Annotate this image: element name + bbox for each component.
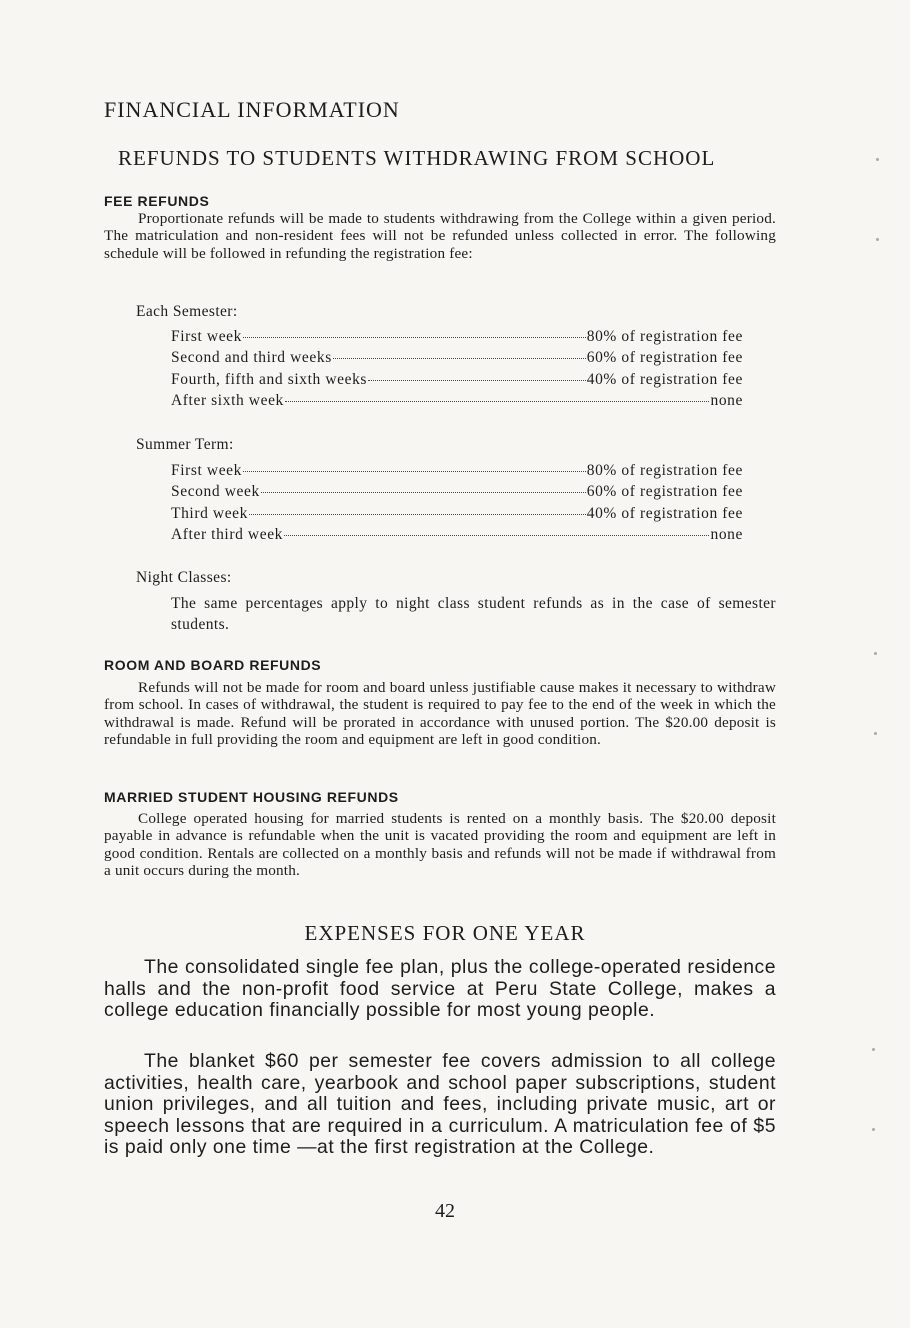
room-board-heading: ROOM AND BOARD REFUNDS — [104, 657, 322, 673]
schedule-refund: 40% of registration fee — [586, 370, 743, 388]
semester-schedule — [171, 328, 743, 413]
schedule-refund: 40% of registration fee — [586, 504, 743, 522]
schedule-row — [171, 462, 743, 483]
schedule-period: Third week — [171, 504, 249, 522]
married-housing-text: College operated housing for married students is rented on a monthly basis. The $20.00 deposit payable in advance is refundable when the unit is vacated providing the room and equipment are left in good condition. Rentals are collected on a monthly basis and refunds will not be made if withdrawal from a unit occurs during the month. — [104, 810, 776, 879]
semester-label: Each Semester: — [136, 303, 238, 320]
expenses-paragraph-2: The blanket $60 per semester fee covers admission to all college activities, health care, yearbook and school paper subscriptions, student union privileges, and all tuition and fees, including private music, art or speech lessons that are required in a curriculum. A matriculation fee of $5 is paid only one time —at the first registration at the College. — [104, 1050, 776, 1158]
page-number: 42 — [435, 1200, 455, 1222]
room-board-text: Refunds will not be made for room and board unless justifiable cause makes it necessary to withdraw from school. In cases of withdrawal, the student is required to pay fee to the end of the week in which the withdrawal is made. Refund will be prorated in accordance with unused portion. The $20.00 deposit is refundable in full providing the room and equipment are left in good condition. — [104, 679, 776, 748]
schedule-refund: 80% of registration fee — [586, 328, 743, 345]
scan-speck — [874, 652, 877, 655]
dot-leader — [285, 401, 710, 402]
schedule-refund: 80% of registration fee — [586, 462, 743, 479]
dot-leader — [249, 514, 586, 515]
dot-leader — [368, 380, 586, 381]
schedule-refund: none — [710, 525, 743, 543]
schedule-period: First week — [171, 328, 243, 345]
scan-speck — [872, 1128, 875, 1131]
dot-leader — [243, 337, 586, 338]
dot-leader — [333, 358, 586, 359]
scan-speck — [876, 158, 879, 161]
night-label: Night Classes: — [136, 569, 232, 586]
married-housing-heading: MARRIED STUDENT HOUSING REFUNDS — [104, 789, 399, 805]
schedule-period: After sixth week — [171, 391, 284, 409]
schedule-row — [171, 328, 743, 349]
schedule-refund: 60% of registration fee — [586, 349, 743, 367]
schedule-row — [171, 505, 743, 526]
refunds-title: REFUNDS TO STUDENTS WITHDRAWING FROM SCHOOL — [118, 146, 716, 170]
summer-label: Summer Term: — [136, 436, 234, 453]
summer-schedule — [171, 462, 743, 547]
schedule-refund: none — [710, 391, 743, 409]
schedule-row — [171, 392, 743, 413]
scan-speck — [874, 732, 877, 735]
night-text: The same percentages apply to night class student refunds as in the case of semester students. — [171, 595, 776, 633]
schedule-period: Second week — [171, 483, 260, 501]
schedule-period: Second and third weeks — [171, 349, 332, 367]
schedule-row — [171, 349, 743, 370]
schedule-period: After third week — [171, 525, 284, 543]
fee-refunds-heading: FEE REFUNDS — [104, 193, 210, 209]
schedule-row — [171, 371, 743, 392]
scan-speck — [876, 238, 879, 241]
schedule-period: First week — [171, 462, 243, 479]
expenses-paragraph-1: The consolidated single fee plan, plus the college-operated residence halls and the non-profit food service at Peru State College, makes a college education financially possible for most young people. — [104, 956, 776, 1021]
scan-speck — [872, 1048, 875, 1051]
section-title: FINANCIAL INFORMATION — [104, 97, 400, 122]
dot-leader — [261, 492, 586, 493]
expenses-title: EXPENSES FOR ONE YEAR — [304, 921, 586, 945]
dot-leader — [284, 535, 709, 536]
dot-leader — [243, 471, 586, 472]
fee-refunds-text: Proportionate refunds will be made to students withdrawing from the College within a given period. The matriculation and non-resident fees will not be refunded unless collected in error. The following schedule will be followed in refunding the registration fee: — [104, 210, 776, 262]
schedule-refund: 60% of registration fee — [586, 483, 743, 501]
schedule-row — [171, 526, 743, 547]
schedule-row — [171, 483, 743, 504]
schedule-period: Fourth, fifth and sixth weeks — [171, 370, 368, 388]
